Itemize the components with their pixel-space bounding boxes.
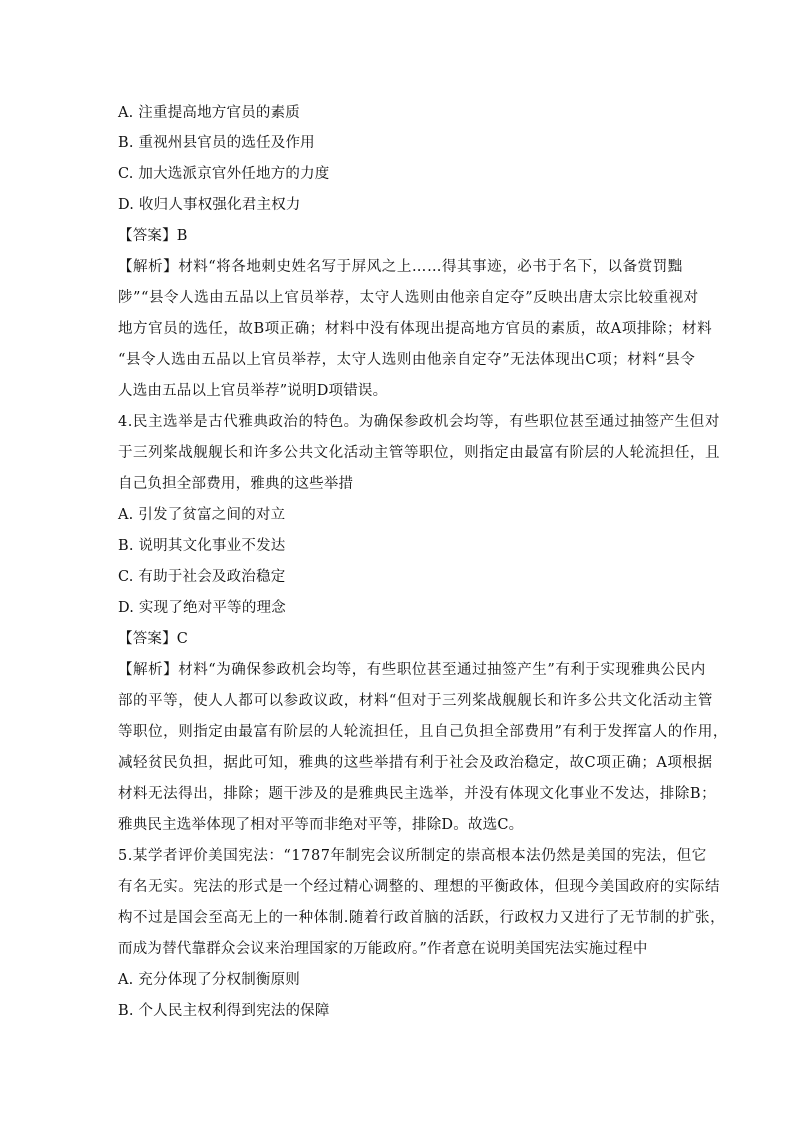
q4-option-a: A. 引发了贫富之间的对立 <box>118 507 286 523</box>
q4-analysis-line: 部的平等，使人人都可以参政议政，材料“但对于三列桨战舰舰长和许多公共文化活动主管 <box>118 693 713 709</box>
q3-analysis-line: 【解析】材料“将各地刺史姓名写于屏风之上……得其事迹，必书于名下，以备赏罚黜 <box>118 259 683 275</box>
q3-analysis-line: 地方官员的选任，故B项正确；材料中没有体现出提高地方官员的素质，故A项排除；材料 <box>118 321 713 337</box>
q4-option-b: B. 说明其文化事业不发达 <box>118 538 286 554</box>
q3-option-a: A. 注重提高地方官员的素质 <box>118 105 300 121</box>
q4-analysis-line: 减轻贫民负担，据此可知，雅典的这些举措有利于社会及政治稳定，故C项正确；A项根据 <box>118 755 713 771</box>
q5-stem-line: 5.某学者评价美国宪法：“1787年制宪会议所制定的崇高根本法仍然是美国的宪法，但它 <box>118 848 707 864</box>
q3-option-d: D. 收归人事权强化君主权力 <box>118 197 301 213</box>
q4-answer: 【答案】C <box>118 631 189 647</box>
q3-answer: 【答案】B <box>118 228 188 244</box>
q3-option-b: B. 重视州县官员的选任及作用 <box>118 135 315 151</box>
q3-analysis-line: 陟”“县令人选由五品以上官员举荐，太守人选则由他亲自定夺”反映出唐太宗比较重视对 <box>118 290 699 306</box>
q4-analysis-line: 雅典民主选举体现了相对平等而非绝对平等，排除D。故选C。 <box>118 817 524 833</box>
q4-stem-line: 4.民主选举是古代雅典政治的特色。为确保参政机会均等，有些职位甚至通过抽签产生但对 <box>118 414 720 430</box>
q4-option-c: C. 有助于社会及政治稳定 <box>118 569 286 585</box>
q5-option-b: B. 个人民主权利得到宪法的保障 <box>118 1003 330 1019</box>
q5-stem-line: 构不过是国会至高无上的一种体制.随着行政首脑的活跃，行政权力又进行了无节制的扩张， <box>118 910 726 926</box>
q4-stem-line: 自己负担全部费用，雅典的这些举措 <box>118 476 354 492</box>
q3-analysis-line: 人选由五品以上官员举荐”说明D项错误。 <box>118 383 388 399</box>
q4-stem-line: 于三列桨战舰舰长和许多公共文化活动主管等职位，则指定由最富有阶层的人轮流担任，且 <box>118 445 720 461</box>
q3-analysis-line: “县令人选由五品以上官员举荐，太守人选则由他亲自定夺”无法体现出C项；材料“县令 <box>118 352 696 368</box>
q3-option-c: C. 加大选派京官外任地方的力度 <box>118 166 330 182</box>
q4-analysis-line: 等职位，则指定由最富有阶层的人轮流担任，且自己负担全部费用”有利于发挥富人的作用， <box>118 724 728 740</box>
q4-option-d: D. 实现了绝对平等的理念 <box>118 600 286 616</box>
q4-analysis-line: 材料无法得出，排除；题干涉及的是雅典民主选举，并没有体现文化事业不发达，排除B； <box>118 786 717 802</box>
q5-stem-line: 而成为替代靠群众会议来治理国家的万能政府。”作者意在说明美国宪法实施过程中 <box>118 941 648 957</box>
q5-option-a: A. 充分体现了分权制衡原则 <box>118 972 300 988</box>
q5-stem-line: 有名无实。宪法的形式是一个经过精心调整的、理想的平衡政体，但现今美国政府的实际结 <box>118 879 720 895</box>
q4-analysis-line: 【解析】材料“为确保参政机会均等，有些职位甚至通过抽签产生”有利于实现雅典公民内 <box>118 662 706 678</box>
